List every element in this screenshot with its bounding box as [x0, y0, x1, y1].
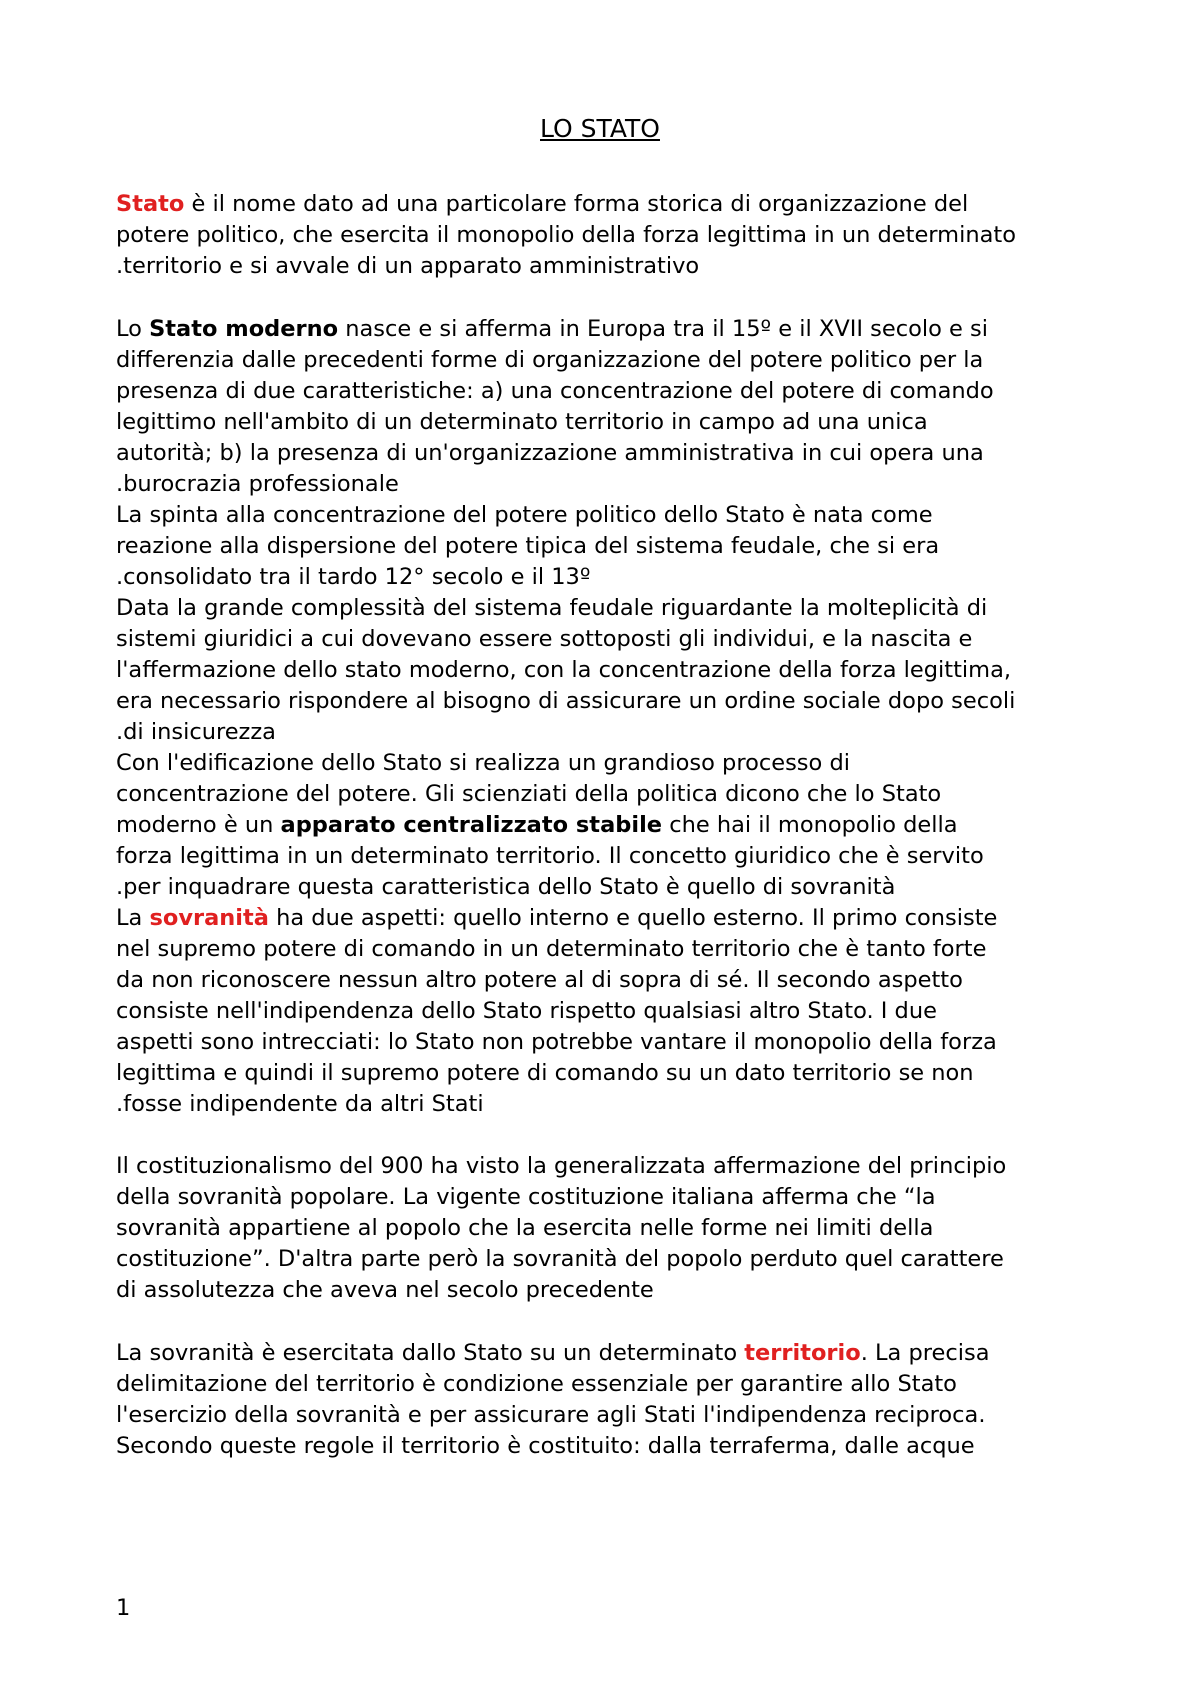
text-segment: di assolutezza che aveva nel secolo precedente	[116, 1277, 654, 1303]
text-segment: potere politico, che esercita il monopolio della forza legittima in un determinato	[116, 222, 1016, 248]
text-line	[116, 841, 1096, 871]
text-segment: Con l'edificazione dello Stato si realizza un grandioso processo di	[116, 750, 850, 776]
text-line	[116, 593, 1096, 623]
text-line	[116, 934, 1096, 964]
text-line	[116, 1275, 1096, 1305]
text-segment: delimitazione del territorio è condizione essenziale per garantire allo Stato	[116, 1371, 957, 1397]
text-line	[116, 376, 1096, 406]
text-line	[116, 624, 1096, 654]
text-line	[116, 1213, 1096, 1243]
text-line	[116, 407, 1096, 437]
text-line	[116, 748, 1096, 778]
text-line	[116, 1244, 1096, 1274]
text-segment: sovranità appartiene al popolo che la esercita nelle forme nei limiti della	[116, 1215, 934, 1241]
text-segment: forza legittima in un determinato territorio. Il concetto giuridico che è servito	[116, 843, 984, 869]
text-line	[116, 345, 1096, 375]
text-segment: concentrazione del potere. Gli scienziati della politica dicono che lo Stato	[116, 781, 942, 807]
bold-term: apparato centralizzato stabile	[280, 812, 663, 838]
text-line	[116, 1151, 1096, 1181]
page-number: 1	[116, 1595, 131, 1621]
text-segment: della sovranità popolare. La vigente costituzione italiana afferma che “la	[116, 1184, 936, 1210]
text-line	[116, 1431, 1096, 1461]
text-segment: aspetti sono intrecciati: lo Stato non potrebbe vantare il monopolio della forza	[116, 1029, 997, 1055]
text-line	[116, 1027, 1096, 1057]
text-segment: nasce e si afferma in Europa tra il 15º e il XVII secolo e si	[338, 316, 989, 342]
document-title: LO STATO	[540, 114, 660, 143]
text-line	[116, 717, 1096, 747]
highlighted-term: territorio	[744, 1340, 861, 1366]
text-line	[116, 872, 1096, 902]
text-line	[116, 500, 1096, 530]
text-segment: Lo	[116, 316, 150, 342]
text-line	[116, 251, 1096, 281]
text-line	[116, 686, 1096, 716]
text-segment: differenzia dalle precedenti forme di organizzazione del potere politico per la	[116, 347, 984, 373]
text-line	[116, 655, 1096, 685]
text-segment: reazione alla dispersione del potere tipica del sistema feudale, che si era	[116, 533, 940, 559]
text-segment: sistemi giuridici a cui dovevano essere sottoposti gli individui, e la nascita e	[116, 626, 973, 652]
text-segment: da non riconoscere nessun altro potere al di sopra di sé. Il secondo aspetto	[116, 967, 963, 993]
text-segment: Il costituzionalismo del 900 ha visto la generalizzata affermazione del principio	[116, 1153, 1007, 1179]
text-segment: moderno è un	[116, 812, 281, 838]
text-segment: legittima e quindi il supremo potere di comando su un dato territorio se non	[116, 1060, 974, 1086]
text-segment: autorità; b) la presenza di un'organizzazione amministrativa in cui opera una	[116, 440, 984, 466]
text-segment: legittimo nell'ambito di un determinato territorio in campo ad una unica	[116, 409, 928, 435]
text-segment: costituzione”. D'altra parte però la sovranità del popolo perduto quel carattere	[116, 1246, 1004, 1272]
text-line	[116, 996, 1096, 1026]
text-line	[116, 314, 1096, 344]
highlighted-term: Stato	[116, 191, 185, 217]
text-line	[116, 220, 1096, 250]
text-line	[116, 562, 1096, 592]
text-line	[116, 1338, 1096, 1368]
text-line	[116, 1369, 1096, 1399]
text-segment: ha due aspetti: quello interno e quello esterno. Il primo consiste	[268, 905, 998, 931]
text-segment: La sovranità è esercitata dallo Stato su un determinato	[116, 1340, 745, 1366]
text-line	[116, 1089, 1096, 1119]
text-line	[116, 438, 1096, 468]
text-segment: .consolidato tra il tardo 12° secolo e il 13º	[116, 564, 591, 590]
text-segment: consiste nell'indipendenza dello Stato rispetto qualsiasi altro Stato. I due	[116, 998, 937, 1024]
text-segment: era necessario rispondere al bisogno di assicurare un ordine sociale dopo secoli	[116, 688, 1016, 714]
text-segment: Data la grande complessità del sistema feudale riguardante la molteplicità di	[116, 595, 988, 621]
text-line	[116, 531, 1096, 561]
text-segment: nel supremo potere di comando in un determinato territorio che è tanto forte	[116, 936, 987, 962]
text-line	[116, 1182, 1096, 1212]
text-segment: .territorio e si avvale di un apparato amministrativo	[116, 253, 700, 279]
text-line	[116, 1058, 1096, 1088]
text-segment: Secondo queste regole il territorio è costituito: dalla terraferma, dalle acque	[116, 1433, 975, 1459]
text-line	[116, 903, 1096, 933]
text-segment: è il nome dato ad una particolare forma storica di organizzazione del	[184, 191, 969, 217]
text-segment: l'esercizio della sovranità e per assicurare agli Stati l'indipendenza reciproca.	[116, 1402, 986, 1428]
text-segment: che hai il monopolio della	[662, 812, 958, 838]
highlighted-term: sovranità	[149, 905, 269, 931]
text-segment: La	[116, 905, 150, 931]
text-line	[116, 1400, 1096, 1430]
bold-term: Stato moderno	[149, 316, 339, 342]
text-segment: presenza di due caratteristiche: a) una concentrazione del potere di comando	[116, 378, 994, 404]
text-segment: .di insicurezza	[116, 719, 276, 745]
text-segment: . La precisa	[860, 1340, 990, 1366]
text-segment: l'affermazione dello stato moderno, con la concentrazione della forza legittima,	[116, 657, 1012, 683]
text-segment: .fosse indipendente da altri Stati	[116, 1091, 484, 1117]
text-line	[116, 469, 1096, 499]
text-line	[116, 779, 1096, 809]
text-segment: La spinta alla concentrazione del potere politico dello Stato è nata come	[116, 502, 933, 528]
text-line	[116, 189, 1096, 219]
text-line	[116, 810, 1096, 840]
text-line	[116, 965, 1096, 995]
text-segment: .per inquadrare questa caratteristica dello Stato è quello di sovranità	[116, 874, 896, 900]
text-segment: .burocrazia professionale	[116, 471, 399, 497]
